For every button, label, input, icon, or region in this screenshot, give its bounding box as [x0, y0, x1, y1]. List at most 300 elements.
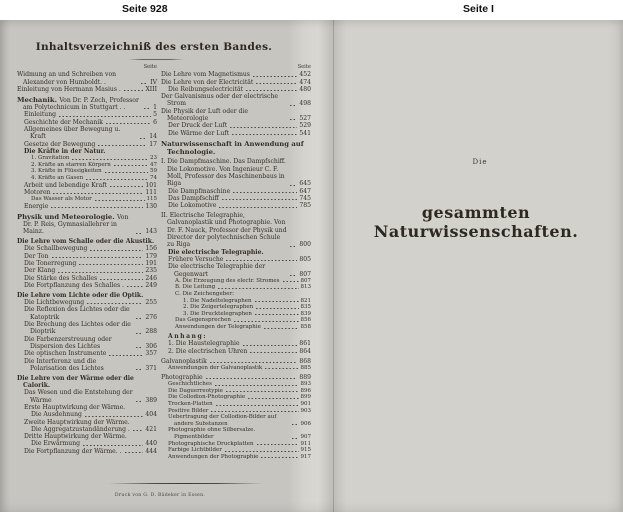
toc-entry [24, 245, 157, 252]
toc-entry [24, 267, 157, 274]
toc-column-left [17, 64, 157, 455]
leader-dots [139, 137, 147, 140]
half-title-main: gesammten Naturwissenschaften. [373, 203, 579, 241]
toc-entry [24, 189, 157, 196]
toc-entry [17, 96, 157, 112]
leader-dots [82, 444, 143, 447]
toc-entry [168, 249, 311, 256]
toc-entry [24, 203, 157, 210]
toc-entry [168, 86, 311, 93]
seite-column-header: Seite [143, 64, 157, 70]
leader-dots [140, 82, 148, 85]
toc-entry-page-number: 179 [145, 252, 157, 260]
toc-entry-text: Der Ton [24, 252, 49, 260]
toc-entry [24, 148, 157, 155]
toc-entry-text: Uebertragung der Collodion-Bilder auf andere Substanzen [168, 414, 277, 427]
leader-dots [218, 206, 297, 209]
toc-entry [183, 304, 311, 311]
toc-entry-text: I. Die Dampfmaschine. Das Dampfschiff. Die Lokomotive. Von Ingenieur C. F. Moll, Professor des Maschinenbaus in Riga [161, 158, 286, 188]
toc-entry-page-number: 917 [300, 453, 311, 460]
toc-entry-text: Die Daguerreotypie [168, 387, 223, 394]
leader-dots [105, 122, 151, 125]
toc-entry [168, 388, 311, 395]
toc-entry-page-number: 276 [145, 313, 157, 321]
toc-entry [24, 433, 157, 440]
toc-entry-page-number: 856 [300, 317, 311, 324]
toc-entry [24, 119, 157, 126]
toc-entry [161, 158, 311, 187]
toc-entry [24, 321, 157, 336]
toc-entry [17, 71, 157, 86]
toc-entry-text: Die Lokomotive [168, 202, 217, 210]
leader-dots [135, 232, 143, 235]
leader-dots [231, 133, 297, 136]
leader-dots [126, 285, 143, 288]
toc-entry-text: Anhang: [168, 333, 207, 341]
toc-entry-page-number: 800 [299, 241, 311, 249]
leader-dots [232, 191, 297, 194]
toc-entry-page-number: 143 [145, 228, 157, 236]
toc-entry [24, 336, 157, 351]
toc-entry-page-number: 907 [300, 434, 311, 441]
toc-entry-text [161, 140, 311, 156]
leader-dots [289, 245, 297, 248]
leader-dots [89, 249, 143, 252]
leader-dots [135, 400, 143, 403]
toc-entry-page-number: 906 [300, 420, 311, 427]
toc-entry-page-number: 835 [300, 304, 311, 311]
toc-entry [24, 141, 157, 148]
toc-entry-text: B. Die Leitung [175, 284, 216, 291]
toc-entry-text: Anwendungen der Telegraphie [175, 324, 261, 331]
leader-dots [264, 367, 298, 370]
toc-entry-text: Die Lehre vom Magnetismus [161, 71, 250, 79]
leader-dots [255, 82, 297, 85]
toc-entry-page-number: 529 [299, 122, 311, 130]
leader-dots [225, 390, 299, 393]
toc-entry-text: Die Dampfmaschine [168, 187, 231, 195]
toc-entry [24, 306, 157, 321]
scanned-book-spread [0, 20, 623, 512]
toc-entry [168, 202, 311, 209]
leader-dots [57, 271, 143, 274]
toc-entry [17, 238, 157, 245]
toc-entry [168, 340, 311, 347]
toc-entry [161, 374, 311, 381]
toc-entry-page-number: 807 [300, 277, 311, 284]
toc-entry [183, 311, 311, 318]
toc-entry [24, 404, 157, 411]
toc-entry-text: Die Tonerregung [24, 259, 77, 267]
leader-dots [50, 206, 143, 209]
toc-entry-page-number: 899 [300, 394, 311, 401]
leader-dots [217, 287, 298, 290]
toc-entry-page-number: 821 [300, 297, 311, 304]
leader-dots [99, 278, 143, 281]
toc-entry-text: A. Die Erzeugung des electr. Stromes [175, 277, 280, 284]
toc-entry-page-number: 389 [145, 396, 157, 404]
leader-dots [135, 368, 143, 371]
toc-entry-text: Das Gegensprechen [175, 317, 231, 324]
toc-entry-page-number: 858 [300, 324, 311, 331]
leader-dots [282, 280, 299, 283]
leader-dots [254, 300, 299, 303]
leader-dots [104, 171, 148, 174]
toc-entry-page-number: 130 [145, 202, 157, 210]
leader-dots [289, 104, 297, 107]
toc-entry [31, 175, 157, 182]
page-fold-crease [333, 20, 334, 512]
leader-dots [225, 259, 297, 262]
toc-entry-page-number: 805 [299, 255, 311, 263]
toc-entry-page-number: 807 [299, 270, 311, 278]
toc-entry-page-number: 101 [145, 181, 157, 189]
right-page-label: Seite I [463, 3, 494, 15]
toc-entry-text: Die Brechung des Lichtes oder die Dioptrik [24, 320, 131, 336]
toc-entry-text: 2. Kräfte an starren Körpern [31, 161, 111, 168]
toc-entry-text: Der Galvanismus oder der electrische Strom [161, 93, 278, 108]
toc-entry-text: II. Electrische Telegraphie, Galvanoplastik und Photographie. Von Dr. F. Nauck, Professor der Physik und Director der polytechnischen Schule zu Riga [161, 212, 287, 249]
toc-left-rows [17, 71, 157, 455]
leader-dots [289, 274, 297, 277]
leader-dots [256, 443, 299, 446]
toc-entry-page-number: 191 [145, 259, 157, 267]
toc-entry [161, 358, 311, 365]
leader-dots [249, 351, 297, 354]
toc-entry-text: Zweite Hauptwirkung der Wärme. [24, 418, 130, 426]
toc-entry-page-number: 5 [153, 111, 157, 119]
toc-entry-text: Energie [24, 202, 49, 210]
toc-entry [175, 284, 311, 291]
toc-entry [168, 122, 311, 129]
toc-entry-page-number: 647 [299, 187, 311, 195]
toc-entry-page-number: 915 [300, 447, 311, 454]
toc-entry-text: Anwendungen der Photographie [168, 453, 259, 460]
toc-entry [168, 454, 311, 461]
toc-entry-text: Die electrische Telegraphie der Gegenwart [168, 263, 266, 278]
leader-dots [71, 158, 148, 161]
toc-entry-page-number: 357 [145, 350, 157, 358]
toc-entry-text: Geschichtliches [168, 381, 212, 388]
toc-entry [161, 79, 311, 86]
toc-entry-page-number: 889 [299, 373, 311, 381]
leader-dots [289, 184, 297, 187]
toc-entry-page-number: 452 [299, 71, 311, 79]
toc-entry-text: C. Die Zeichengeber: [175, 291, 234, 298]
toc-entry [31, 440, 157, 447]
toc-entry-page-number: 74 [150, 174, 157, 181]
toc-entry-text: 4. Kräfte an Gasen [31, 174, 84, 181]
toc-entry-text: Arbeit und lebendige Kraft [24, 181, 107, 189]
toc-entry-text: Geschichte der Mechanik [24, 118, 103, 126]
toc-entry [31, 411, 157, 418]
toc-entry [175, 317, 311, 324]
leader-dots [135, 346, 143, 349]
toc-entry-page-number: 59 [150, 168, 157, 175]
toc-entry [168, 408, 311, 415]
toc-entry-text: Dritte Hauptwirkung der Wärme. [24, 433, 127, 441]
title-divider-rule [128, 59, 184, 60]
toc-entry [168, 263, 311, 278]
toc-entry-text: Physik und Meteorologie. Von Dr. P. Reis, Gymnasiallehrer in Mainz. [17, 212, 129, 236]
toc-entry-page-number: 480 [299, 85, 311, 93]
toc-entry-page-number: 868 [299, 357, 311, 365]
half-title-pretitle: Die [472, 158, 488, 166]
leader-dots [245, 89, 297, 92]
toc-entry-page-number: 111 [145, 188, 157, 196]
toc-entry-text: 2. Die electrischen Uhren [168, 347, 248, 355]
toc-entry-text: Die Fortpflanzung des Schalles . [24, 281, 124, 289]
toc-entry-text: Das Wesen und die Entstehung der Wärme [24, 389, 133, 404]
toc-entry-text: Die Lichtbewegung [24, 299, 85, 307]
leader-dots [135, 332, 143, 335]
leader-dots [52, 192, 143, 195]
toc-entry [161, 93, 311, 108]
toc-entry-page-number: 156 [145, 245, 157, 253]
leader-dots [221, 198, 298, 201]
toc-entry-page-number: 1 [153, 103, 157, 111]
toc-entry-page-number: 246 [145, 274, 157, 282]
toc-entry-text: Anwendungen der Galvanoplastik [168, 364, 263, 371]
toc-entry [183, 298, 311, 305]
leader-dots [205, 377, 298, 380]
viewer-header-bar [0, 0, 623, 20]
toc-entry [161, 212, 311, 249]
leader-dots [233, 320, 299, 323]
leader-dots [247, 397, 298, 400]
toc-entry-text: Das Dampfschiff [168, 194, 219, 202]
toc-entry-page-number: 645 [299, 180, 311, 188]
toc-entry-bold-text: Physik und Meteorologie. [17, 212, 117, 221]
toc-entry [175, 324, 311, 331]
toc-entry-text: 3. Kräfte in Flüssigkeiten [31, 168, 102, 175]
toc-entry-text: Das Wasser als Motor [31, 196, 92, 203]
leader-dots [255, 307, 298, 310]
leader-dots [78, 263, 143, 266]
toc-entry [168, 256, 311, 263]
toc-entry-text: Die Lehre vom Lichte oder die Optik. [17, 291, 144, 299]
toc-entry-text: Einleitung [24, 111, 57, 119]
toc-entry-text: Die Farbenzerstreuung oder Dispersion des Lichtes [24, 335, 112, 350]
toc-entry-text: Die Ausdehnung [31, 411, 82, 419]
toc-entry-text: 2. Die Zeigertelegraphen [183, 304, 254, 311]
leader-dots [135, 317, 143, 320]
toc-entry-text: Die Reflexion des Lichtes oder die Katoptrik [24, 306, 130, 321]
leader-dots [254, 313, 299, 316]
toc-entry [24, 299, 157, 306]
toc-entry-text: Erste Hauptwirkung der Wärme. [24, 403, 126, 411]
leader-dots [132, 429, 144, 432]
toc-entry-page-number: 861 [299, 340, 311, 348]
toc-entry-text: Der Druck der Luft [168, 122, 228, 130]
leader-dots [210, 410, 298, 413]
toc-entry-page-number: 255 [145, 299, 157, 307]
toc-entry-bold-text: Mechanik. [17, 95, 60, 104]
leader-dots [289, 118, 297, 121]
toc-entry [168, 348, 311, 355]
toc-entry [168, 333, 311, 340]
toc-right-rows [161, 71, 311, 460]
toc-entry-text: Die Erwärmung [31, 440, 81, 448]
leader-dots [291, 437, 299, 440]
toc-entry-page-number: 249 [145, 281, 157, 289]
toc-entry [175, 291, 311, 298]
toc-entry-bold-text: Naturwissenschaft in Anwendung auf Technologie. [161, 139, 304, 156]
leader-dots [84, 415, 143, 418]
toc-entry-text: Die Aggregatzustandänderung . [31, 425, 130, 433]
toc-entry-text: 3. Die Drucktelegraphen [183, 310, 252, 317]
toc-entry-page-number: 404 [145, 411, 157, 419]
toc-entry-page-number: 235 [145, 267, 157, 275]
toc-entry [161, 108, 311, 123]
toc-entry [24, 350, 157, 357]
leader-dots [291, 423, 299, 426]
toc-entry-page-number: 306 [145, 342, 157, 350]
toc-entry [17, 375, 157, 390]
leader-dots [143, 107, 151, 110]
toc-entry [175, 278, 311, 285]
toc-entry-text: 1. Gravitation [31, 155, 70, 162]
toc-entry-page-number: 813 [300, 284, 311, 291]
toc-entry [168, 401, 311, 408]
left-page-label: Seite 928 [122, 3, 168, 15]
toc-entry [168, 447, 311, 454]
toc-entry [168, 381, 311, 388]
toc-entry [17, 86, 157, 93]
toc-entry-page-number: 47 [150, 161, 157, 168]
toc-entry [168, 130, 311, 137]
toc-entry-text: Die Kräfte in der Natur. [24, 147, 106, 155]
toc-entry [24, 253, 157, 260]
toc-entry-page-number: 23 [150, 155, 157, 162]
leader-dots [86, 302, 143, 305]
toc-entry-page-number: 6 [153, 118, 157, 126]
toc-entry [168, 427, 311, 440]
leader-dots [209, 361, 298, 364]
toc-entry-page-number: XIII [145, 85, 157, 93]
toc-entry-text: Die Lehre von der Wärme oder die Calorik. [17, 374, 134, 389]
leader-dots [58, 115, 151, 118]
toc-entry [31, 162, 157, 169]
toc-entry [17, 213, 157, 236]
leader-dots [252, 75, 297, 78]
toc-entry [168, 441, 311, 448]
toc-entry-text: Der Klang [24, 267, 56, 275]
toc-entry-page-number: 444 [145, 447, 157, 455]
toc-entry-text: Einleitung von Hermann Masius . [17, 85, 121, 93]
toc-entry [31, 196, 157, 203]
toc-entry-text: Die Reibungselectricität [168, 85, 244, 93]
toc-entry-page-number: 421 [145, 425, 157, 433]
toc-entry-page-number: 903 [300, 407, 311, 414]
toc-entry-text: Allgemeines über Bewegung u. Kraft [24, 125, 121, 141]
footer-divider-rule [108, 483, 263, 484]
toc-entry [24, 282, 157, 289]
leader-dots [214, 384, 299, 387]
toc-entry-text: Galvanoplastik [161, 357, 207, 365]
toc-entry-page-number: 474 [299, 78, 311, 86]
toc-entry [24, 389, 157, 404]
toc-entry [168, 188, 311, 195]
toc-entry-text: Die Schallbewegung [24, 245, 88, 253]
toc-entry [24, 182, 157, 189]
toc-entry-text: Motoren [24, 188, 51, 196]
toc-entry-text: Photographie ohne Silbersalze. Pigmentbilder [168, 427, 256, 441]
leader-dots [109, 185, 143, 188]
toc-entry-page-number: 440 [145, 440, 157, 448]
toc-entry [161, 140, 311, 156]
toc-entry [168, 195, 311, 202]
toc-entry-page-number: 541 [299, 129, 311, 137]
toc-entry-text: Trocken-Platten [168, 401, 213, 408]
toc-entry [31, 168, 157, 175]
toc-entry [24, 126, 157, 141]
toc-entry-text: Die optischen Instrumente [24, 350, 107, 358]
toc-entry-page-number: 901 [300, 401, 311, 408]
toc-entry-text: Gesetze der Bewegung [24, 140, 96, 148]
leader-dots [260, 456, 298, 459]
toc-page-title: Inhaltsverzeichniß des ersten Bandes. [35, 41, 273, 53]
toc-entry-page-number: 785 [299, 202, 311, 210]
toc-entry-text: Widmung an und Schreiben von Alexander von Humboldt. . [17, 71, 117, 86]
leader-dots [229, 126, 297, 129]
toc-entry [24, 260, 157, 267]
leader-dots [123, 89, 144, 92]
leader-dots [263, 327, 299, 330]
leader-dots [242, 344, 298, 347]
toc-entry-text: Farbige Lichtbilder [168, 447, 222, 454]
toc-entry-page-number: 527 [299, 115, 311, 123]
toc-entry-page-number: 14 [149, 133, 157, 141]
toc-entry-page-number: 498 [299, 100, 311, 108]
toc-entry-page-number: 288 [145, 328, 157, 336]
printer-imprint: Druck von G. D. Bädeker in Essen. [114, 493, 206, 498]
toc-entry [161, 71, 311, 78]
toc-entry-text: Die Wärme der Luft [168, 129, 230, 137]
toc-entry [168, 414, 311, 427]
toc-entry-page-number: 17 [149, 140, 157, 148]
leader-dots [124, 451, 144, 454]
toc-entry [168, 394, 311, 401]
leader-dots [51, 256, 144, 259]
toc-entry-text: Photographische Druckplatten [168, 440, 254, 447]
toc-entry-page-number: 115 [146, 196, 157, 203]
toc-entry-text: Die Lehre von der Electricität [161, 78, 254, 86]
leader-dots [97, 144, 147, 147]
toc-entry [17, 292, 157, 299]
toc-entry-text: Die Interferenz und die Polarisation des Lichtes [24, 357, 104, 372]
toc-entry-text: Die Physik der Luft oder die Meteorologie [161, 107, 249, 123]
toc-entry-text: Positive Bilder [168, 407, 209, 414]
toc-entry-text: Die electrische Telegraphie. [168, 248, 264, 256]
toc-entry-page-number: 839 [300, 310, 311, 317]
leader-dots [108, 354, 143, 357]
leader-dots [94, 199, 145, 202]
toc-entry [24, 419, 157, 426]
toc-entry-text: Photographie [161, 373, 203, 381]
toc-entry-text: 1. Die Nadeltelegraphen [183, 297, 252, 304]
leader-dots [224, 450, 299, 453]
leader-dots [215, 404, 299, 407]
toc-entry-page-number: 885 [300, 364, 311, 371]
toc-entry-page-number: 745 [299, 194, 311, 202]
toc-column-right [161, 64, 311, 460]
toc-entry [31, 155, 157, 162]
seite-column-header: Seite [297, 64, 311, 70]
leader-dots [85, 178, 148, 181]
toc-entry [24, 275, 157, 282]
toc-entry-text: Die Fortpflanzung der Wärme. . [24, 447, 122, 455]
